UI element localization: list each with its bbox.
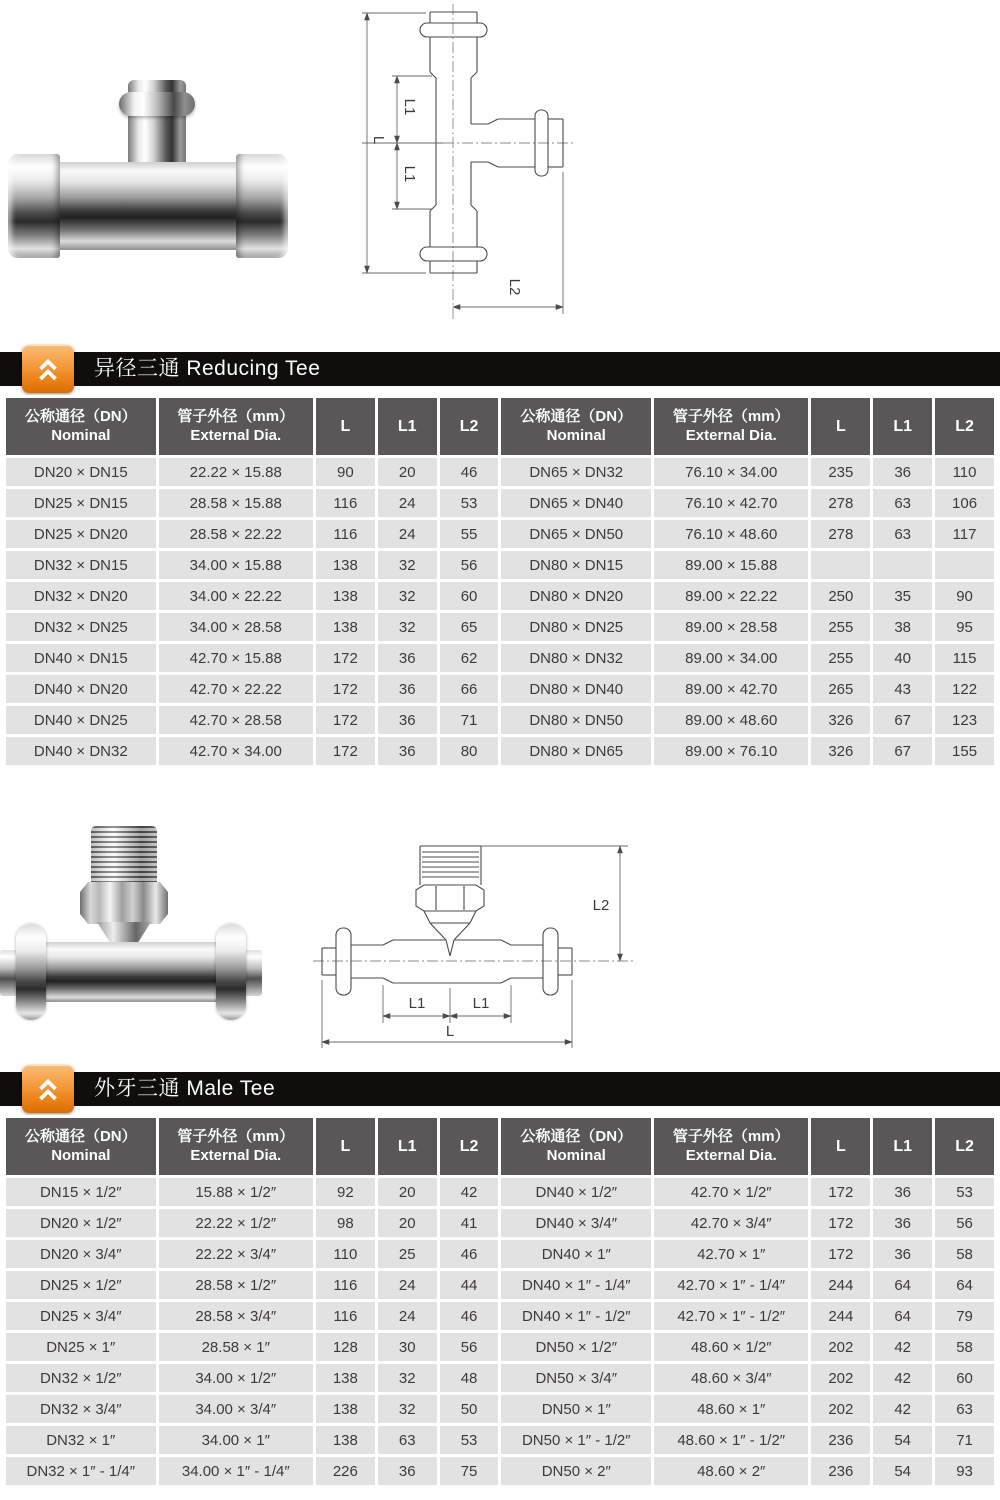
spec-cell: 24 bbox=[378, 520, 437, 548]
spec-cell: 56 bbox=[935, 1209, 994, 1237]
spec-cell: 110 bbox=[316, 1240, 375, 1268]
spec-cell: DN50 × 2″ bbox=[501, 1457, 651, 1485]
spec-cell: 24 bbox=[378, 1271, 437, 1299]
spec-cell: 244 bbox=[811, 1302, 870, 1330]
table-row bbox=[6, 1209, 994, 1237]
male-tee-drawing bbox=[298, 818, 643, 1063]
spec-cell: 48.60 × 1″ bbox=[654, 1395, 808, 1423]
spec-cell: 42 bbox=[873, 1364, 932, 1392]
spec-cell: 79 bbox=[935, 1302, 994, 1330]
table-row bbox=[6, 551, 994, 579]
dimension-label-l2: L2 bbox=[506, 278, 523, 296]
spec-cell: DN25 × DN15 bbox=[6, 489, 156, 517]
spec-cell: DN65 × DN32 bbox=[501, 458, 651, 486]
table-row bbox=[6, 489, 994, 517]
spec-cell: 42.70 × 22.22 bbox=[159, 675, 313, 703]
double-chevron-up-icon bbox=[33, 354, 63, 384]
spec-cell: 226 bbox=[316, 1457, 375, 1485]
spec-cell: DN50 × 3/4″ bbox=[501, 1364, 651, 1392]
spec-cell: 32 bbox=[378, 582, 437, 610]
column-header-l2: L2 bbox=[440, 398, 499, 455]
spec-cell: 75 bbox=[440, 1457, 499, 1485]
spec-cell: DN32 × DN20 bbox=[6, 582, 156, 610]
spec-cell: 172 bbox=[811, 1209, 870, 1237]
spec-cell: 24 bbox=[378, 489, 437, 517]
spec-cell: DN32 × 3/4″ bbox=[6, 1395, 156, 1423]
spec-cell: DN40 × DN25 bbox=[6, 706, 156, 734]
spec-cell: DN80 × DN65 bbox=[501, 737, 651, 765]
reducing-tee-photo bbox=[8, 62, 288, 260]
column-header-external-dia: 管子外径（mm） External Dia. bbox=[654, 1118, 808, 1175]
spec-cell: 278 bbox=[811, 520, 870, 548]
spec-cell: 172 bbox=[316, 737, 375, 765]
spec-cell: 202 bbox=[811, 1333, 870, 1361]
spec-cell: DN32 × DN15 bbox=[6, 551, 156, 579]
spec-cell: 28.58 × 1″ bbox=[159, 1333, 313, 1361]
spec-cell: DN40 × 1″ - 1/2″ bbox=[501, 1302, 651, 1330]
spec-cell: 34.00 × 28.58 bbox=[159, 613, 313, 641]
spec-cell: 36 bbox=[873, 1240, 932, 1268]
spec-cell: 48.60 × 2″ bbox=[654, 1457, 808, 1485]
photo-left-press-collar bbox=[8, 154, 60, 258]
spec-cell: 76.10 × 48.60 bbox=[654, 520, 808, 548]
spec-cell: DN40 × 3/4″ bbox=[501, 1209, 651, 1237]
spec-cell: 63 bbox=[935, 1395, 994, 1423]
spec-cell: 42.70 × 15.88 bbox=[159, 644, 313, 672]
spec-cell: 60 bbox=[440, 582, 499, 610]
spec-cell: DN40 × DN32 bbox=[6, 737, 156, 765]
spec-cell: 172 bbox=[316, 675, 375, 703]
spec-cell: 28.58 × 3/4″ bbox=[159, 1302, 313, 1330]
spec-cell: 42.70 × 1″ - 1/4″ bbox=[654, 1271, 808, 1299]
section-title: 外牙三通 Male Tee bbox=[94, 1077, 276, 1100]
column-header-l2: L2 bbox=[935, 1118, 994, 1175]
table-row bbox=[6, 1240, 994, 1268]
spec-cell: 92 bbox=[316, 1178, 375, 1206]
spec-cell: 38 bbox=[873, 613, 932, 641]
table-row bbox=[6, 582, 994, 610]
spec-cell: DN50 × 1″ bbox=[501, 1395, 651, 1423]
table-row bbox=[6, 644, 994, 672]
spec-cell: 110 bbox=[935, 458, 994, 486]
spec-cell bbox=[935, 551, 994, 579]
spec-cell: 56 bbox=[440, 1333, 499, 1361]
spec-cell: 28.58 × 15.88 bbox=[159, 489, 313, 517]
spec-cell: 244 bbox=[811, 1271, 870, 1299]
column-header-l1: L1 bbox=[873, 1118, 932, 1175]
photo-main-body bbox=[40, 942, 222, 1002]
spec-cell: DN32 × 1″ bbox=[6, 1426, 156, 1454]
column-header-nominal: 公称通径（DN） Nominal bbox=[6, 1118, 156, 1175]
table-row bbox=[6, 1271, 994, 1299]
column-header-nominal: 公称通径（DN） Nominal bbox=[501, 398, 651, 455]
header-row bbox=[6, 398, 994, 455]
spec-cell: 36 bbox=[378, 706, 437, 734]
spec-cell: 89.00 × 48.60 bbox=[654, 706, 808, 734]
spec-cell: 60 bbox=[935, 1364, 994, 1392]
spec-cell: 36 bbox=[873, 458, 932, 486]
spec-cell: 67 bbox=[873, 737, 932, 765]
dimension-label-l1: L1 bbox=[408, 995, 426, 1012]
spec-cell: 36 bbox=[873, 1178, 932, 1206]
spec-cell: 90 bbox=[935, 582, 994, 610]
spec-cell: 48.60 × 1″ - 1/2″ bbox=[654, 1426, 808, 1454]
spec-cell: 15.88 × 1/2″ bbox=[159, 1178, 313, 1206]
spec-cell: DN80 × DN50 bbox=[501, 706, 651, 734]
photo-hex-nut bbox=[80, 882, 168, 924]
spec-cell: 34.00 × 22.22 bbox=[159, 582, 313, 610]
spec-cell: DN65 × DN50 bbox=[501, 520, 651, 548]
spec-cell: 255 bbox=[811, 644, 870, 672]
spec-cell: 76.10 × 34.00 bbox=[654, 458, 808, 486]
spec-cell: DN80 × DN15 bbox=[501, 551, 651, 579]
spec-cell: 138 bbox=[316, 1395, 375, 1423]
spec-cell: 236 bbox=[811, 1426, 870, 1454]
spec-cell: DN25 × 1/2″ bbox=[6, 1271, 156, 1299]
spec-cell: DN80 × DN25 bbox=[501, 613, 651, 641]
spec-cell: 202 bbox=[811, 1364, 870, 1392]
spec-cell: 64 bbox=[873, 1302, 932, 1330]
column-header-l: L bbox=[811, 1118, 870, 1175]
spec-cell: 20 bbox=[378, 1209, 437, 1237]
spec-cell: DN25 × DN20 bbox=[6, 520, 156, 548]
spec-cell: 98 bbox=[316, 1209, 375, 1237]
spec-cell: 32 bbox=[378, 1364, 437, 1392]
spec-cell: 89.00 × 42.70 bbox=[654, 675, 808, 703]
spec-cell: DN80 × DN20 bbox=[501, 582, 651, 610]
spec-cell: DN20 × DN15 bbox=[6, 458, 156, 486]
spec-cell: 32 bbox=[378, 551, 437, 579]
spec-cell: DN80 × DN32 bbox=[501, 644, 651, 672]
spec-cell: 63 bbox=[873, 489, 932, 517]
spec-cell: 25 bbox=[378, 1240, 437, 1268]
spec-cell: 42.70 × 1″ - 1/2″ bbox=[654, 1302, 808, 1330]
column-header-nominal: 公称通径（DN） Nominal bbox=[501, 1118, 651, 1175]
spec-cell: 20 bbox=[378, 1178, 437, 1206]
photo-right-stub bbox=[244, 950, 262, 996]
male-tee-photo bbox=[0, 822, 262, 1040]
table-row bbox=[6, 1333, 994, 1361]
spec-cell: DN32 × 1″ - 1/4″ bbox=[6, 1457, 156, 1485]
spec-cell: 116 bbox=[316, 1271, 375, 1299]
table-row bbox=[6, 1457, 994, 1485]
spec-cell: 67 bbox=[873, 706, 932, 734]
spec-cell: 56 bbox=[440, 551, 499, 579]
spec-cell: 255 bbox=[811, 613, 870, 641]
dimension-label-l1: L1 bbox=[472, 995, 490, 1012]
table-row bbox=[6, 1364, 994, 1392]
spec-cell: 55 bbox=[440, 520, 499, 548]
spec-cell: 36 bbox=[873, 1209, 932, 1237]
spec-cell: 326 bbox=[811, 706, 870, 734]
spec-cell: 65 bbox=[440, 613, 499, 641]
spec-cell: 235 bbox=[811, 458, 870, 486]
spec-cell: 106 bbox=[935, 489, 994, 517]
column-header-l1: L1 bbox=[378, 1118, 437, 1175]
spec-cell: 64 bbox=[935, 1271, 994, 1299]
section-badge bbox=[22, 1065, 74, 1113]
spec-cell: 93 bbox=[935, 1457, 994, 1485]
spec-cell: 138 bbox=[316, 582, 375, 610]
spec-cell: 115 bbox=[935, 644, 994, 672]
spec-cell: DN40 × 1″ - 1/4″ bbox=[501, 1271, 651, 1299]
spec-cell: 42.70 × 34.00 bbox=[159, 737, 313, 765]
spec-cell: 63 bbox=[873, 520, 932, 548]
spec-cell: 24 bbox=[378, 1302, 437, 1330]
spec-cell: 36 bbox=[378, 737, 437, 765]
spec-cell: 236 bbox=[811, 1457, 870, 1485]
spec-cell: DN65 × DN40 bbox=[501, 489, 651, 517]
photo-right-press-collar bbox=[236, 154, 288, 258]
column-header-l: L bbox=[316, 398, 375, 455]
column-header-l: L bbox=[811, 398, 870, 455]
spec-cell: DN25 × 1″ bbox=[6, 1333, 156, 1361]
spec-cell: 42.70 × 1/2″ bbox=[654, 1178, 808, 1206]
spec-cell: 138 bbox=[316, 551, 375, 579]
spec-cell: 43 bbox=[873, 675, 932, 703]
spec-cell: 34.00 × 3/4″ bbox=[159, 1395, 313, 1423]
spec-cell: 89.00 × 22.22 bbox=[654, 582, 808, 610]
spec-cell: 36 bbox=[378, 675, 437, 703]
column-header-nominal: 公称通径（DN） Nominal bbox=[6, 398, 156, 455]
spec-cell: 42 bbox=[873, 1333, 932, 1361]
spec-cell: 116 bbox=[316, 1302, 375, 1330]
male-tee-spec-table bbox=[3, 1115, 997, 1488]
spec-cell: 172 bbox=[811, 1240, 870, 1268]
spec-cell: 172 bbox=[316, 706, 375, 734]
section-header-reducing-tee bbox=[0, 352, 1000, 386]
spec-cell: 116 bbox=[316, 520, 375, 548]
table-row bbox=[6, 675, 994, 703]
spec-cell: 95 bbox=[935, 613, 994, 641]
spec-cell: 48.60 × 1/2″ bbox=[654, 1333, 808, 1361]
spec-cell: 138 bbox=[316, 613, 375, 641]
spec-cell: 250 bbox=[811, 582, 870, 610]
spec-cell: 48.60 × 3/4″ bbox=[654, 1364, 808, 1392]
spec-cell: 46 bbox=[440, 1302, 499, 1330]
spec-cell: 34.00 × 1/2″ bbox=[159, 1364, 313, 1392]
spec-cell: 71 bbox=[440, 706, 499, 734]
spec-cell: 40 bbox=[873, 644, 932, 672]
spec-cell: 117 bbox=[935, 520, 994, 548]
header-row bbox=[6, 1118, 994, 1175]
dimension-label-l: L bbox=[370, 135, 387, 145]
spec-cell: DN32 × DN25 bbox=[6, 613, 156, 641]
spec-cell: 32 bbox=[378, 613, 437, 641]
spec-cell: 34.00 × 15.88 bbox=[159, 551, 313, 579]
dimension-label-l: L bbox=[445, 1023, 455, 1040]
table-row bbox=[6, 1302, 994, 1330]
column-header-l2: L2 bbox=[935, 398, 994, 455]
spec-cell: 58 bbox=[935, 1240, 994, 1268]
double-chevron-up-icon bbox=[33, 1074, 63, 1104]
spec-cell: 53 bbox=[935, 1178, 994, 1206]
spec-cell: 20 bbox=[378, 458, 437, 486]
spec-cell: 172 bbox=[811, 1178, 870, 1206]
spec-cell: 35 bbox=[873, 582, 932, 610]
spec-cell: 50 bbox=[440, 1395, 499, 1423]
table-row bbox=[6, 1178, 994, 1206]
column-header-external-dia: 管子外径（mm） External Dia. bbox=[159, 1118, 313, 1175]
photo-left-press-ring bbox=[16, 924, 46, 1020]
spec-cell: 89.00 × 76.10 bbox=[654, 737, 808, 765]
spec-cell: DN25 × 3/4″ bbox=[6, 1302, 156, 1330]
spec-cell: 89.00 × 15.88 bbox=[654, 551, 808, 579]
table-row bbox=[6, 706, 994, 734]
spec-cell: 42 bbox=[440, 1178, 499, 1206]
spec-cell: 53 bbox=[440, 489, 499, 517]
column-header-external-dia: 管子外径（mm） External Dia. bbox=[159, 398, 313, 455]
spec-cell: 66 bbox=[440, 675, 499, 703]
dimension-label-l1: L1 bbox=[401, 98, 418, 116]
spec-cell: 90 bbox=[316, 458, 375, 486]
spec-cell: 42.70 × 28.58 bbox=[159, 706, 313, 734]
column-header-l1: L1 bbox=[378, 398, 437, 455]
dimension-label-l2: L2 bbox=[592, 897, 610, 914]
table-row bbox=[6, 737, 994, 765]
spec-cell: DN40 × 1/2″ bbox=[501, 1178, 651, 1206]
table-row bbox=[6, 458, 994, 486]
table-row bbox=[6, 613, 994, 641]
section-header-male-tee bbox=[0, 1072, 1000, 1106]
spec-cell: 54 bbox=[873, 1426, 932, 1454]
spec-cell: 71 bbox=[935, 1426, 994, 1454]
spec-cell: 89.00 × 28.58 bbox=[654, 613, 808, 641]
spec-cell: 53 bbox=[440, 1426, 499, 1454]
spec-cell: DN15 × 1/2″ bbox=[6, 1178, 156, 1206]
spec-cell: 326 bbox=[811, 737, 870, 765]
spec-cell: 76.10 × 42.70 bbox=[654, 489, 808, 517]
spec-cell bbox=[811, 551, 870, 579]
photo-right-press-ring bbox=[216, 924, 246, 1020]
spec-cell: 116 bbox=[316, 489, 375, 517]
spec-cell: 30 bbox=[378, 1333, 437, 1361]
spec-cell: 63 bbox=[378, 1426, 437, 1454]
spec-cell: 42 bbox=[873, 1395, 932, 1423]
spec-cell: 41 bbox=[440, 1209, 499, 1237]
spec-cell: 58 bbox=[935, 1333, 994, 1361]
spec-cell: 138 bbox=[316, 1426, 375, 1454]
spec-cell: 138 bbox=[316, 1364, 375, 1392]
reducing-tee-drawing bbox=[348, 2, 578, 332]
spec-cell: 202 bbox=[811, 1395, 870, 1423]
spec-cell: 48 bbox=[440, 1364, 499, 1392]
table-row bbox=[6, 1395, 994, 1423]
column-header-l: L bbox=[316, 1118, 375, 1175]
spec-cell: 32 bbox=[378, 1395, 437, 1423]
spec-cell: 36 bbox=[378, 1457, 437, 1485]
spec-cell: DN50 × 1″ - 1/2″ bbox=[501, 1426, 651, 1454]
spec-cell: 22.22 × 15.88 bbox=[159, 458, 313, 486]
reducing-tee-spec-table bbox=[3, 395, 997, 768]
spec-cell: 265 bbox=[811, 675, 870, 703]
table-row bbox=[6, 1426, 994, 1454]
spec-cell: 128 bbox=[316, 1333, 375, 1361]
spec-cell bbox=[873, 551, 932, 579]
spec-cell: 46 bbox=[440, 1240, 499, 1268]
spec-cell: 28.58 × 22.22 bbox=[159, 520, 313, 548]
section-title: 异径三通 Reducing Tee bbox=[94, 357, 321, 380]
spec-cell: 46 bbox=[440, 458, 499, 486]
spec-cell: 122 bbox=[935, 675, 994, 703]
spec-cell: DN20 × 1/2″ bbox=[6, 1209, 156, 1237]
spec-cell: 42.70 × 1″ bbox=[654, 1240, 808, 1268]
spec-cell: 64 bbox=[873, 1271, 932, 1299]
spec-cell: DN40 × DN20 bbox=[6, 675, 156, 703]
photo-threaded-stud bbox=[91, 826, 157, 886]
spec-cell: 42.70 × 3/4″ bbox=[654, 1209, 808, 1237]
spec-cell: 54 bbox=[873, 1457, 932, 1485]
photo-branch-press-ring bbox=[119, 92, 195, 116]
spec-cell: 28.58 × 1/2″ bbox=[159, 1271, 313, 1299]
column-header-l1: L1 bbox=[873, 398, 932, 455]
spec-cell: 44 bbox=[440, 1271, 499, 1299]
spec-cell: 89.00 × 34.00 bbox=[654, 644, 808, 672]
spec-cell: DN80 × DN40 bbox=[501, 675, 651, 703]
spec-cell: 80 bbox=[440, 737, 499, 765]
spec-cell: DN20 × 3/4″ bbox=[6, 1240, 156, 1268]
spec-cell: DN50 × 1/2″ bbox=[501, 1333, 651, 1361]
spec-cell: 22.22 × 3/4″ bbox=[159, 1240, 313, 1268]
dimension-label-l1: L1 bbox=[401, 165, 418, 183]
spec-cell: DN40 × DN15 bbox=[6, 644, 156, 672]
column-header-l2: L2 bbox=[440, 1118, 499, 1175]
spec-cell: 278 bbox=[811, 489, 870, 517]
spec-cell: 22.22 × 1/2″ bbox=[159, 1209, 313, 1237]
spec-cell: 62 bbox=[440, 644, 499, 672]
column-header-external-dia: 管子外径（mm） External Dia. bbox=[654, 398, 808, 455]
section-badge bbox=[22, 345, 74, 393]
spec-cell: 34.00 × 1″ bbox=[159, 1426, 313, 1454]
spec-cell: 36 bbox=[378, 644, 437, 672]
spec-cell: DN40 × 1″ bbox=[501, 1240, 651, 1268]
spec-cell: DN32 × 1/2″ bbox=[6, 1364, 156, 1392]
spec-cell: 172 bbox=[316, 644, 375, 672]
spec-cell: 34.00 × 1″ - 1/4″ bbox=[159, 1457, 313, 1485]
spec-cell: 155 bbox=[935, 737, 994, 765]
spec-cell: 123 bbox=[935, 706, 994, 734]
table-row bbox=[6, 520, 994, 548]
